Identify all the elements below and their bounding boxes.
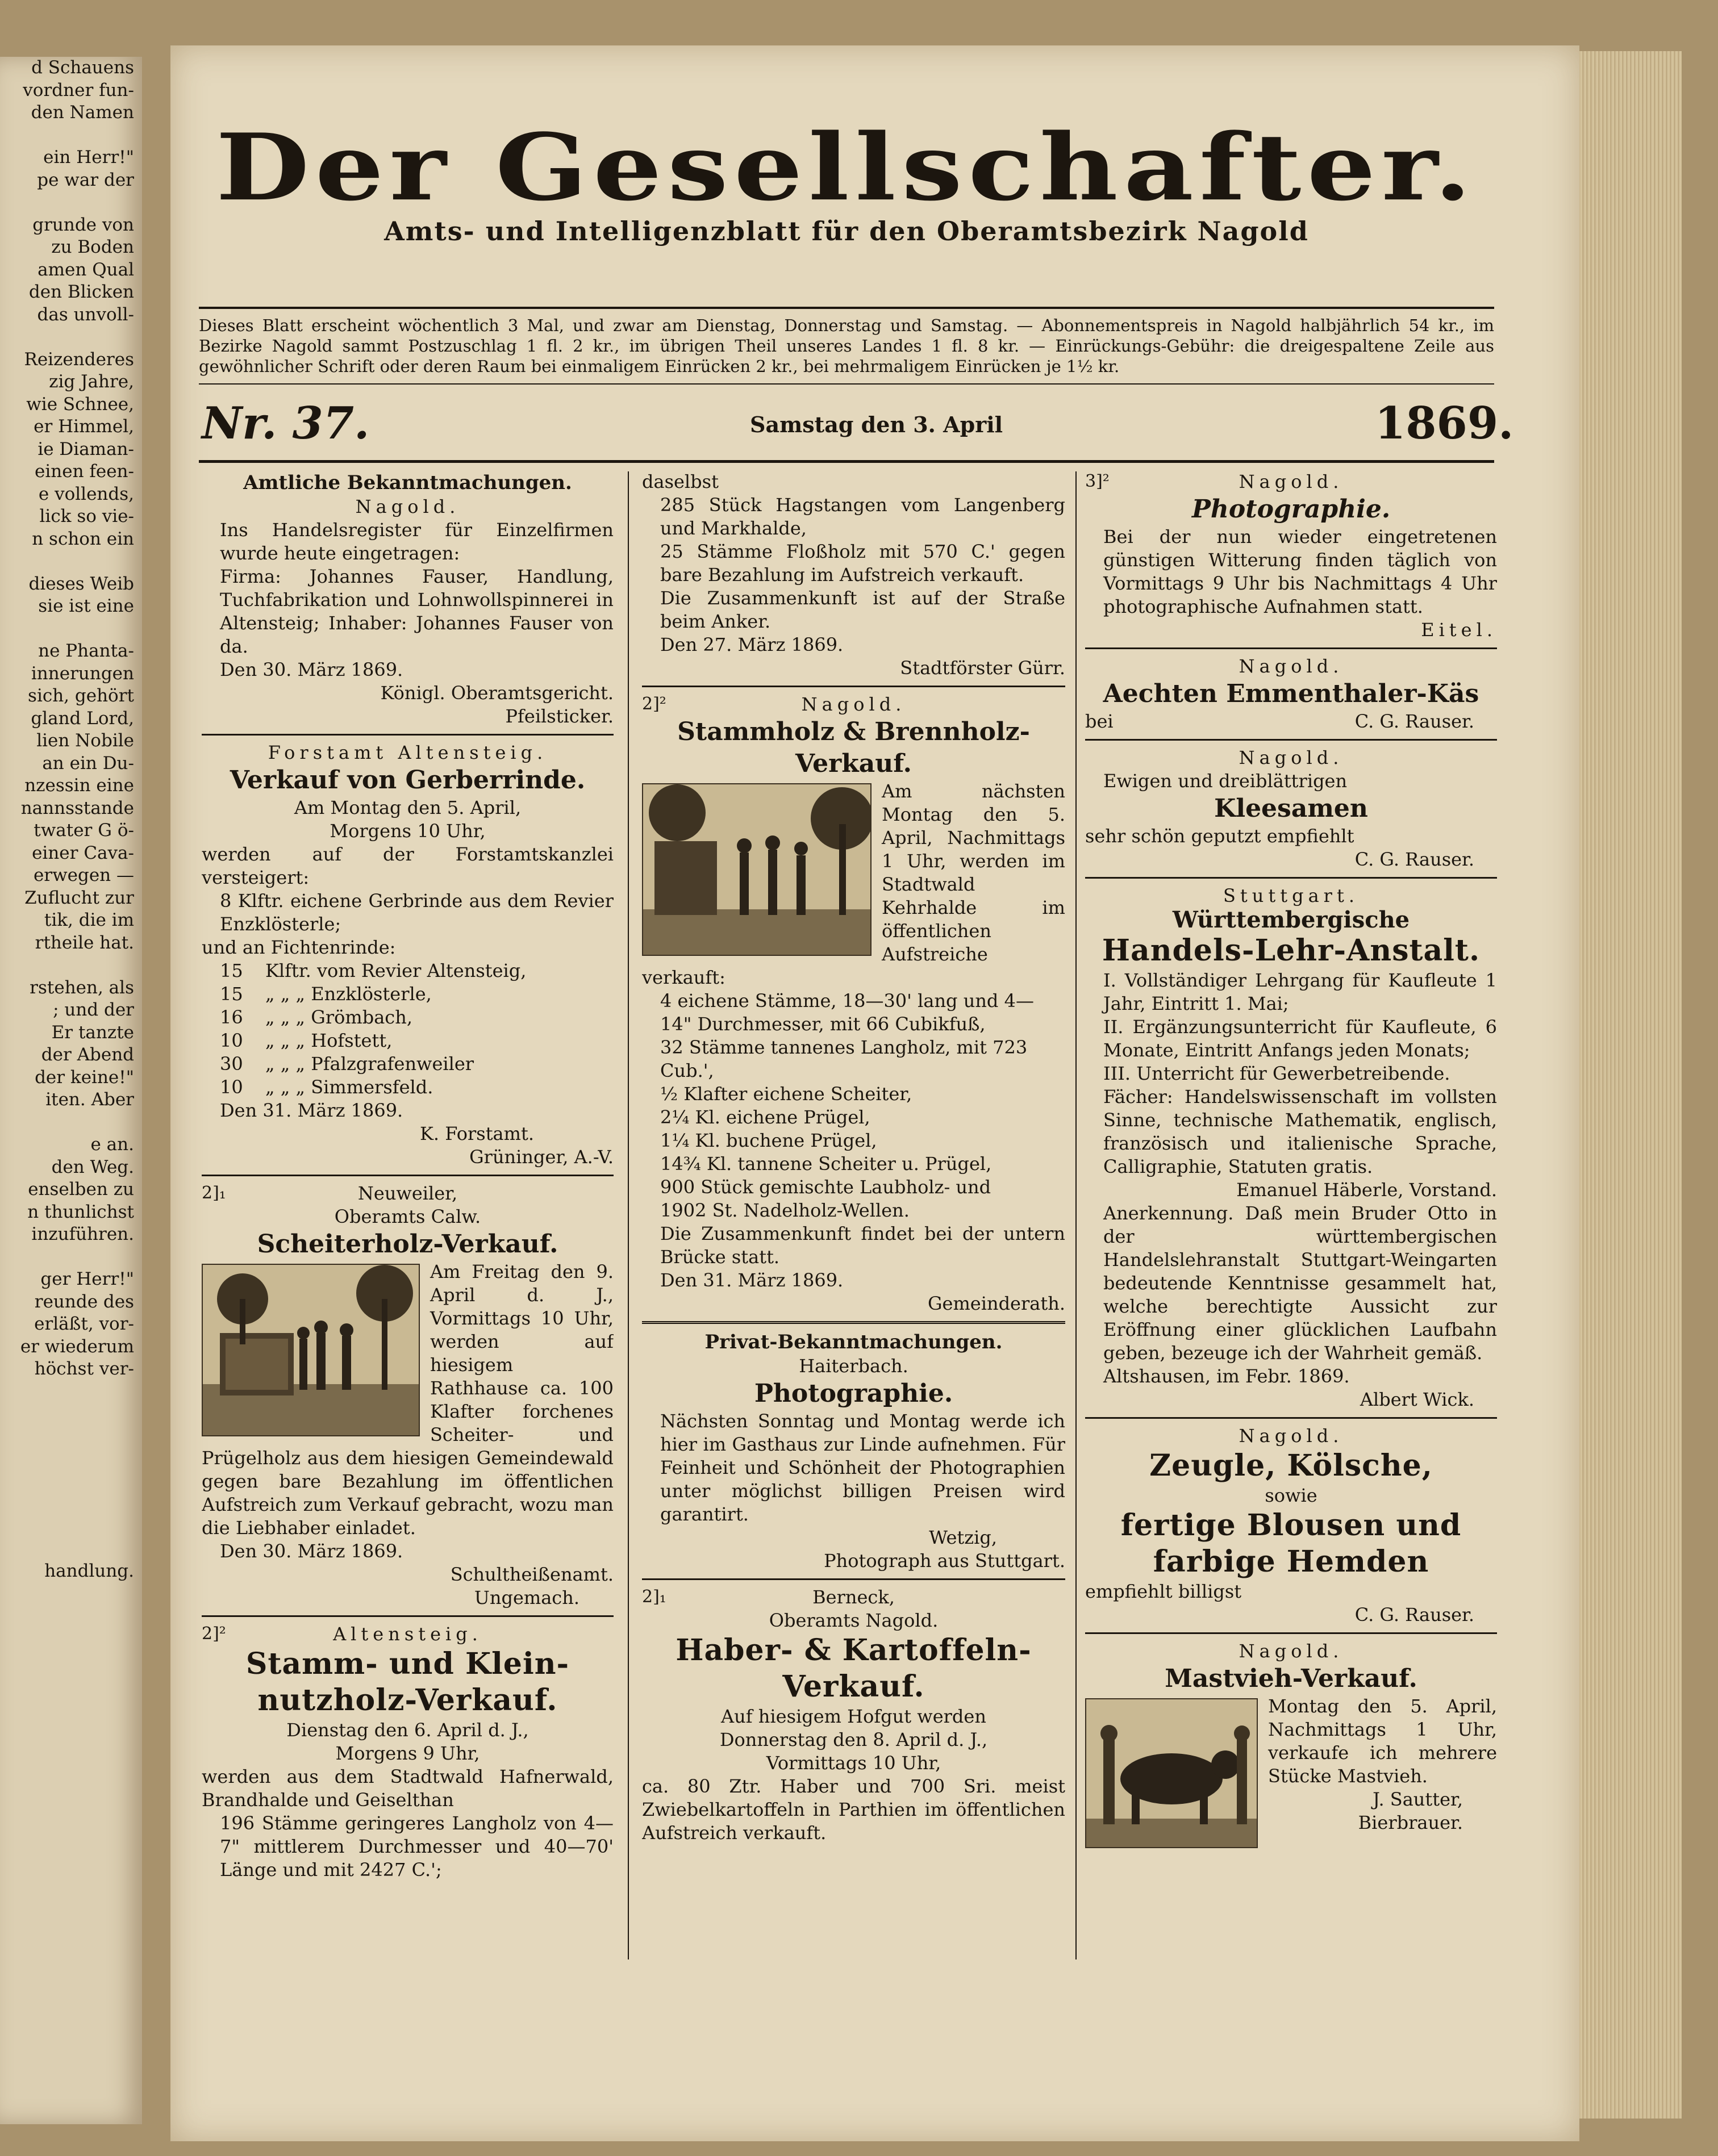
ad-text: Die Zusammenkunft ist auf der Straße beim Anker. xyxy=(660,587,1065,632)
bark-row xyxy=(202,1076,614,1099)
ad-place: Nagold. xyxy=(1239,471,1344,492)
timber-item: 1902 St. Nadelholz-Wellen. xyxy=(660,1200,910,1221)
left-page-line: lick so vie- xyxy=(39,506,134,527)
ad-heading: Aechten Emmenthaler-Käs xyxy=(1103,679,1479,708)
ad-place: Nagold. xyxy=(1239,747,1344,768)
left-page-line: twater G ö- xyxy=(34,820,134,841)
left-page-line: rstehen, als xyxy=(30,977,134,998)
left-page-line: tik, die im xyxy=(44,910,134,930)
ad-signature: Albert Wick. xyxy=(1360,1389,1474,1410)
forest-woodcut-image xyxy=(642,783,871,956)
bark-source: „ „ „ Grömbach, xyxy=(265,1006,412,1028)
timber-item: 900 Stück gemischte Laubholz- und xyxy=(660,1176,991,1198)
left-page-line: enselben zu xyxy=(28,1179,134,1200)
ad-heading: Verkauf von Gerberrinde. xyxy=(230,766,586,795)
bark-quantity: 10 xyxy=(220,1076,243,1098)
ad-signature: C. G. Rauser. xyxy=(1354,849,1474,870)
ad-text: II. Ergänzungsunterricht für Kaufleute, 6 Monate, Eintritt Anfangs jeden Monats; xyxy=(1103,1016,1497,1061)
forest-woodcut-image xyxy=(202,1264,420,1436)
divider xyxy=(1085,739,1497,741)
left-page-line: reunde des xyxy=(34,1291,134,1312)
bark-row xyxy=(202,1052,614,1076)
ad-signature: Photograph aus Stuttgart. xyxy=(824,1550,1065,1572)
column-rule xyxy=(628,471,629,1959)
left-page-line: den Weg. xyxy=(51,1156,134,1177)
left-page-line: d Schauens xyxy=(31,57,134,78)
left-page-line: nannsstande xyxy=(20,797,134,818)
ad-heading: Photographie. xyxy=(1191,495,1391,524)
ad-gerberrinde xyxy=(202,741,614,1169)
issue-year: 1869. xyxy=(1375,398,1514,449)
left-page-line: er Himmel, xyxy=(34,416,134,437)
left-page-line: handlung. xyxy=(44,1560,134,1581)
left-page-line: n thunlichst xyxy=(27,1201,134,1222)
bark-quantity: 16 xyxy=(220,1006,243,1028)
ad-office: Königl. Oberamtsgericht. xyxy=(380,682,614,704)
left-page-line: zu Boden xyxy=(51,237,134,257)
ad-mastvieh xyxy=(1085,1640,1497,1835)
left-page-line: nzessin eine xyxy=(24,775,134,796)
ad-text: und an Fichtenrinde: xyxy=(202,937,396,958)
ad-text: empfiehlt billigst xyxy=(1085,1581,1242,1602)
left-page-line: ger Herr!" xyxy=(40,1269,134,1289)
ad-heading: Haber- & Kartoffeln- xyxy=(675,1633,1032,1668)
left-page-line: den Namen xyxy=(31,102,134,123)
divider xyxy=(1085,647,1497,649)
left-page-line xyxy=(0,1426,142,1448)
ad-text: III. Unterricht für Gewerbetreibende. xyxy=(1103,1063,1450,1084)
ad-signature: Bierbrauer. xyxy=(1358,1812,1463,1833)
left-page-line: vordner fun- xyxy=(23,80,134,101)
bark-quantity: 15 xyxy=(220,960,243,981)
ad-photographie-nagold xyxy=(1085,470,1497,642)
ad-signature: Grüninger, A.-V. xyxy=(469,1146,614,1168)
divider xyxy=(1085,1632,1497,1634)
left-page-line xyxy=(0,191,142,214)
left-page-line xyxy=(0,954,142,977)
divider xyxy=(642,686,1065,687)
ad-heading: Photographie. xyxy=(754,1379,953,1408)
ad-heading: Mastvieh-Verkauf. xyxy=(1165,1664,1417,1693)
bark-quantity: 10 xyxy=(220,1030,243,1051)
ad-date: Den 30. März 1869. xyxy=(220,1540,403,1562)
ad-heading: nutzholz-Verkauf. xyxy=(257,1683,558,1718)
ad-nutzholz xyxy=(202,1623,614,1882)
ad-text: Firma: Johannes Fauser, Handlung, Tuchfabrikation und Lohnwollspinnerei in Altensteig; Inhaber: Johannes Fauser von da. xyxy=(220,566,614,657)
ad-place: Neuweiler, xyxy=(357,1183,458,1204)
ad-signature: C. G. Rauser. xyxy=(1354,1604,1474,1626)
left-page-line: höchst ver- xyxy=(34,1359,134,1379)
left-page-line xyxy=(0,124,142,147)
left-page-line: Reizenderes xyxy=(24,349,134,370)
ad-heading: Zeugle, Kölsche, xyxy=(1149,1448,1433,1483)
ad-signature: Emanuel Häberle, Vorstand. xyxy=(1236,1179,1497,1201)
bark-source: „ „ „ Hofstett, xyxy=(265,1030,393,1051)
ad-signature: Pfeilsticker. xyxy=(505,705,614,727)
ad-text: Morgens 9 Uhr, xyxy=(335,1743,480,1764)
bark-source: „ „ „ Pfalzgrafenweiler xyxy=(265,1053,474,1075)
left-page-line xyxy=(0,618,142,641)
ad-office: Schultheißenamt. xyxy=(450,1564,614,1585)
column-2 xyxy=(642,470,1065,1964)
ad-signature: J. Sautter, xyxy=(1373,1789,1463,1810)
ad-hagstangen xyxy=(642,470,1065,680)
ad-signature: Gemeinderath. xyxy=(927,1293,1065,1314)
ad-kleesamen xyxy=(1085,746,1497,871)
bark-list xyxy=(202,959,614,1099)
divider xyxy=(199,460,1494,463)
left-page-line: einer Cava- xyxy=(32,842,134,863)
ad-emmenthaler xyxy=(1085,655,1497,733)
left-page-line: ne Phanta- xyxy=(38,641,134,661)
left-page-line xyxy=(0,1381,142,1403)
left-page-line: iten. Aber xyxy=(45,1089,134,1110)
ad-haber-kartoffeln xyxy=(642,1586,1065,1845)
ad-place: Altensteig. xyxy=(333,1623,482,1645)
ad-mark: 2]² xyxy=(642,694,666,714)
page-edge xyxy=(1579,51,1682,2119)
left-page-line xyxy=(0,1246,142,1269)
left-page-line xyxy=(0,1493,142,1515)
left-page-line xyxy=(0,1112,142,1134)
left-page-line: grunde von xyxy=(32,214,134,235)
left-page-line: amen Qual xyxy=(37,259,134,280)
ad-text: Donnerstag den 8. April d. J., xyxy=(719,1729,988,1750)
ad-place: Stuttgart. xyxy=(1223,885,1359,906)
timber-item: 2¼ Kl. eichene Prügel, xyxy=(660,1106,870,1128)
ad-photographie-haiterbach xyxy=(642,1330,1065,1573)
ad-place: Nagold. xyxy=(1239,1425,1344,1447)
ad-text: 25 Stämme Floßholz mit 570 C.' gegen bare Bezahlung im Aufstreich verkauft. xyxy=(660,541,1065,586)
ad-place: Forstamt Altensteig. xyxy=(268,742,548,763)
ad-place: Nagold. xyxy=(355,496,460,517)
left-page-line: ein Herr!" xyxy=(43,147,134,168)
ad-text: Vormittags 10 Uhr, xyxy=(766,1752,941,1774)
left-page-line: Zuflucht zur xyxy=(24,887,134,908)
ad-zeugle xyxy=(1085,1424,1497,1627)
ad-stammholz xyxy=(642,693,1065,1315)
ad-place: Nagold. xyxy=(1239,1640,1344,1662)
subscription-notice: Dieses Blatt erscheint wöchentlich 3 Mal, und zwar am Dienstag, Donnerstag und Samstag. — Abonnementspreis in Nagold halbjährlich 54 kr., im Bezirke Nagold sammt Postzuschlag 1 fl. 2 kr., im übrigen Theil unseres Landes 1 fl. 8 kr. — Einrückungs-Gebühr: die dreigespaltene Zeile aus gewöhnlicher Schrift oder deren Raum bei einmaligem Einrücken 2 kr., bei mehrmaligem Einrücken je 1½ kr. xyxy=(199,316,1494,376)
ad-text: Die Zusammenkunft findet bei der untern Brücke statt. xyxy=(660,1223,1065,1268)
ad-mark: 2]₁ xyxy=(202,1183,226,1203)
timber-list xyxy=(642,989,1065,1222)
ad-text: 8 Klftr. eichene Gerbrinde aus dem Revier Enzklösterle; xyxy=(220,890,614,935)
left-page-line xyxy=(0,1403,142,1426)
left-page-line: sie ist eine xyxy=(38,596,134,616)
ad-place: Nagold. xyxy=(801,693,906,715)
ad-signature: Eitel. xyxy=(1421,619,1497,641)
left-page-line: einen feen- xyxy=(35,461,134,482)
left-page-line: der keine!" xyxy=(35,1067,134,1088)
ad-mark: 3]² xyxy=(1085,471,1110,491)
bark-row xyxy=(202,1029,614,1052)
ad-text: Dienstag den 6. April d. J., xyxy=(286,1719,529,1741)
ad-text: Auf hiesigem Hofgut werden xyxy=(721,1706,986,1727)
timber-item: ½ Klafter eichene Scheiter, xyxy=(660,1083,912,1105)
left-page-line: pe war der xyxy=(37,169,134,190)
left-page-line: rtheile hat. xyxy=(35,932,134,953)
left-page-line xyxy=(0,1515,142,1538)
left-page-line: ; und der xyxy=(53,1000,134,1020)
ad-text: sowie xyxy=(1265,1485,1317,1506)
ad-text: ca. 80 Ztr. Haber und 700 Sri. meist Zwiebelkartoffeln in Parthien im öffentlichen Aufstreich verkauft. xyxy=(642,1775,1065,1844)
ad-mark: 2]² xyxy=(202,1624,226,1644)
ad-heading: Kleesamen xyxy=(1214,794,1368,823)
left-page-line xyxy=(0,326,142,349)
bark-source: Klftr. vom Revier Altensteig, xyxy=(265,960,527,981)
ad-text: I. Vollständiger Lehrgang für Kaufleute 1 Jahr, Eintritt 1. Mai; xyxy=(1103,970,1497,1014)
left-page-line: erläßt, vor- xyxy=(34,1314,134,1334)
divider xyxy=(199,383,1494,385)
ad-heading: Stamm- und Klein- xyxy=(245,1647,570,1681)
left-page-line: er wiederum xyxy=(20,1336,134,1357)
left-page-line: inzuführen. xyxy=(31,1224,134,1244)
divider xyxy=(1085,877,1497,879)
ad-text: Nächsten Sonntag und Montag werde ich hier im Gasthaus zur Linde aufnehmen. Für Feinheit und Schönheit der Photographien unter möglichst billigen Preisen wird garantirt. xyxy=(660,1410,1065,1525)
timber-item: 32 Stämme tannenes Langholz, mit 723 Cub.', xyxy=(660,1037,1028,1081)
left-page-line: lien Nobile xyxy=(36,730,134,751)
left-page-line xyxy=(0,550,142,573)
ad-text: werden auf der Forstamtskanzlei versteigert: xyxy=(202,843,614,888)
ad-text: Fächer: Handelswissenschaft im vollsten Sinne, technische Mathematik, englisch, französisch und italienische Sprache, Calligraphie, Statuten gratis. xyxy=(1103,1086,1497,1177)
ad-date: Den 31. März 1869. xyxy=(660,1269,844,1291)
ad-text: 285 Stück Hagstangen vom Langenberg und Markhalde, xyxy=(660,494,1065,539)
ad-office: K. Forstamt. xyxy=(420,1123,534,1144)
ad-signature: Ungemach. xyxy=(474,1587,579,1608)
left-page-line: sich, gehört xyxy=(28,686,134,706)
bark-row xyxy=(202,1006,614,1029)
ad-signature: C. G. Rauser. xyxy=(1354,711,1474,732)
left-page-line: innerungen xyxy=(31,663,134,684)
left-page-line: e an. xyxy=(90,1134,134,1155)
left-page-line: n schon ein xyxy=(32,528,134,549)
ad-text: bei xyxy=(1085,711,1114,732)
left-page-line: das unvoll- xyxy=(37,304,134,325)
column-rule xyxy=(1075,471,1077,1959)
timber-item: 4 eichene Stämme, 18—30' lang und 4—14" Durchmesser, mit 66 Cubikfuß, xyxy=(660,990,1034,1035)
ad-text: Ins Handelsregister für Einzelfirmen wurde heute eingetragen: xyxy=(220,519,614,564)
ad-date: Den 31. März 1869. xyxy=(220,1100,403,1121)
divider xyxy=(202,1615,614,1617)
bark-quantity: 15 xyxy=(220,983,243,1005)
ad-text: Ewigen und dreiblättrigen xyxy=(1103,770,1348,792)
left-page-line: der Abend xyxy=(41,1044,134,1065)
divider xyxy=(199,307,1494,309)
ad-heading: fertige Blousen und xyxy=(1120,1508,1462,1543)
ad-place: Haiterbach. xyxy=(799,1355,908,1377)
ad-text: Am Montag den 5. April, xyxy=(294,797,522,818)
ad-heading: Verkauf. xyxy=(795,749,912,778)
ad-text: 196 Stämme geringeres Langholz von 4—7" mittlerem Durchmesser und 40—70' Länge und mit 2427 C.'; xyxy=(220,1812,614,1881)
divider xyxy=(642,1321,1065,1324)
left-page-line: Er tanzte xyxy=(51,1022,134,1043)
left-page-line xyxy=(0,1470,142,1493)
divider xyxy=(202,1175,614,1176)
left-page-line xyxy=(0,1448,142,1470)
left-page-line: gland Lord, xyxy=(31,708,134,729)
ad-mark: 2]₁ xyxy=(642,1587,666,1607)
ad-signature: Wetzig, xyxy=(929,1527,997,1548)
ad-text: Bei der nun wieder eingetretenen günstigen Witterung finden täglich von Vormittags 9 Uhr bis Nachmittags 4 Uhr photographische Aufnahmen statt. xyxy=(1103,526,1497,617)
ad-text: werden aus dem Stadtwald Hafnerwald, Brandhalde und Geiselthan xyxy=(202,1766,614,1811)
ad-text: Am nächsten Montag den 5. April, Nachmittags 1 Uhr, werden im Stadtwald Kehrhalde im öffentlichen Aufstreiche verkauft: xyxy=(642,780,1065,988)
ad-text: Anerkennung. Daß mein Bruder Otto in der württembergischen Handelslehranstalt Stuttgart-Weingarten bedeutende Kenntnisse gesammelt hat, welche berechtigte Aussicht zur Eröffnung einer glücklichen Laufbahn geben, bezeuge ich der Wahrheit gemäß. xyxy=(1103,1202,1497,1364)
ad-heading: Stammholz & Brennholz- xyxy=(677,717,1030,746)
ad-place: Berneck, xyxy=(812,1586,895,1608)
left-page-line: den Blicken xyxy=(28,282,134,302)
ad-place: Nagold. xyxy=(1239,655,1344,677)
section-heading: Privat-Bekanntmachungen. xyxy=(704,1331,1003,1353)
ad-text: Morgens 10 Uhr, xyxy=(330,820,486,842)
left-page-line: an ein Du- xyxy=(42,753,134,774)
issue-number: Nr. 37. xyxy=(202,398,370,449)
ad-heading: Verkauf. xyxy=(782,1669,925,1704)
ad-handelsregister xyxy=(202,470,614,728)
left-page xyxy=(0,57,142,2124)
left-page-line: wie Schnee, xyxy=(26,394,134,415)
cattle-woodcut-image xyxy=(1085,1698,1258,1848)
bark-row xyxy=(202,959,614,983)
left-page-line: zig Jahre, xyxy=(49,371,134,392)
left-page-line: e vollends, xyxy=(38,483,134,504)
column-1 xyxy=(202,470,614,1964)
ad-heading: Handels-Lehr-Anstalt. xyxy=(1102,933,1481,968)
ad-text: Am Freitag den 9. April d. J., Vormittags 10 Uhr, werden auf hiesigem Rathhause ca. 100 Klafter forchenes Scheiter- und Prügelholz aus dem hiesigen Gemeindewald gegen bare Bezahlung im öffentlichen Aufstreich zum Verkauf gebracht, wozu man die Liebhaber einladet. xyxy=(202,1261,614,1539)
left-page-line: dieses Weib xyxy=(28,573,134,594)
ad-heading: Württembergische xyxy=(1172,906,1410,933)
ad-place: Oberamts Calw. xyxy=(334,1206,481,1227)
column-3 xyxy=(1085,470,1497,1964)
bark-source: „ „ „ Enzklösterle, xyxy=(265,983,432,1005)
divider xyxy=(642,1578,1065,1580)
left-page-line: erwegen — xyxy=(33,865,134,885)
divider xyxy=(1085,1417,1497,1419)
ad-text: daselbst xyxy=(642,471,719,492)
timber-item: 14¾ Kl. tannene Scheiter u. Prügel, xyxy=(660,1153,992,1175)
bark-row xyxy=(202,983,614,1006)
ad-place: Oberamts Nagold. xyxy=(769,1610,939,1631)
ad-signature: Stadtförster Gürr. xyxy=(900,657,1065,679)
newspaper-subtitle: Amts- und Intelligenzblatt für den Oberamtsbezirk Nagold xyxy=(384,216,1309,246)
ad-scheiterholz xyxy=(202,1182,614,1610)
ad-date: Den 30. März 1869. xyxy=(220,659,403,680)
ad-heading: farbige Hemden xyxy=(1153,1544,1429,1579)
left-page-line: ie Diaman- xyxy=(37,438,134,459)
divider xyxy=(202,734,614,736)
ad-handels-lehr-anstalt xyxy=(1085,884,1497,1411)
ad-text: Montag den 5. April, Nachmittags 1 Uhr, verkaufe ich mehrere Stücke Mastvieh. xyxy=(1268,1695,1497,1787)
ad-heading: Scheiterholz-Verkauf. xyxy=(257,1230,558,1259)
left-page-line xyxy=(0,1537,142,1560)
ad-text: sehr schön geputzt empfiehlt xyxy=(1085,825,1354,847)
ad-signature-line xyxy=(1085,710,1497,733)
ad-date: Altshausen, im Febr. 1869. xyxy=(1103,1365,1350,1387)
ad-date: Den 27. März 1869. xyxy=(660,634,844,655)
newspaper-title: Der Gesellschafter. xyxy=(215,113,1478,222)
bark-quantity: 30 xyxy=(220,1053,243,1075)
section-heading: Amtliche Bekanntmachungen. xyxy=(243,471,572,494)
bark-source: „ „ „ Simmersfeld. xyxy=(265,1076,433,1098)
masthead xyxy=(193,108,1500,246)
timber-item: 1¼ Kl. buchene Prügel, xyxy=(660,1130,877,1151)
issue-date: Samstag den 3. April xyxy=(750,412,1003,437)
